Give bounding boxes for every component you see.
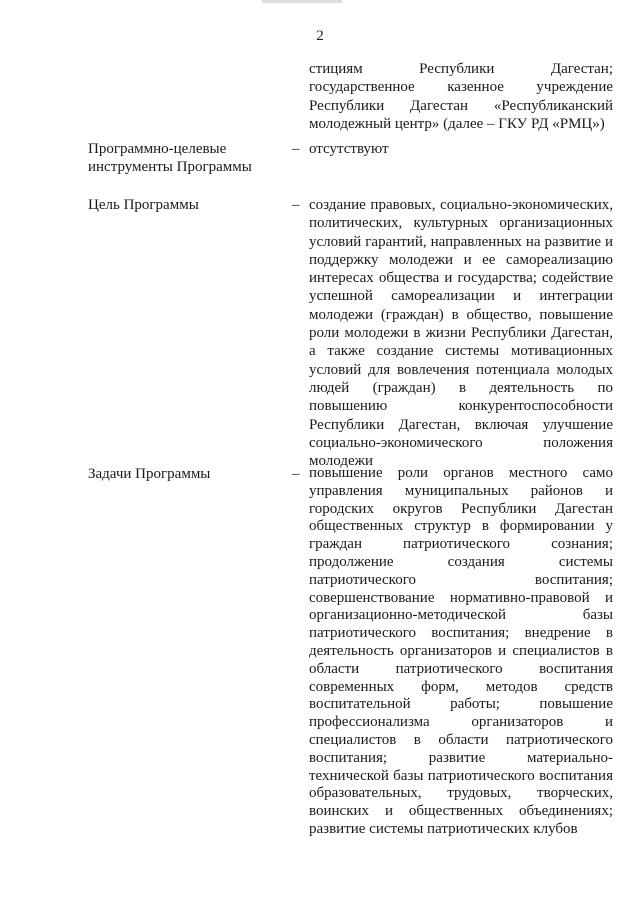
continuation-text: стициям Республики Дагестан; государственное казенное учреждение Республики Дагестан «Республиканский молодежный центр» (далее – ГКУ РД «РМЦ») bbox=[309, 61, 613, 132]
scan-artifact bbox=[262, 0, 342, 3]
page-number: 2 bbox=[316, 28, 324, 44]
row-dash: – bbox=[292, 197, 300, 213]
row-label: Программно-целевые инструменты Программы bbox=[88, 141, 252, 175]
row-value: создание правовых, социально-экономических, политических, культурных организационных условий гарантий, направленных на развитие и поддержку молодежи и ее самореализацию интересах общества и государства; содействие успешной самореализации и интеграции молодежи (граждан) в общество, повышение роли молодежи в жизни Республики Дагестан, а также создание системы мотивационных условий для вовлечения потенциала молодых людей (граждан) в деятельность по повышению конкурентоспособности Республики Дагестан, включая улучшение социально-экономического положения молодежи bbox=[309, 197, 613, 470]
row-dash: – bbox=[292, 466, 300, 482]
row-value: отсутствуют bbox=[309, 141, 389, 157]
row-label: Цель Программы bbox=[88, 197, 199, 213]
row-value: повышение роли органов местного само управления муниципальных районов и городских округов Республики Дагестан общественных структур в формировании у граждан патриотического сознания; продолжение создания системы патриотического воспитания; совершенствование нормативно-правовой и организационно-методической базы патриотического воспитания; внедрение в деятельность организаторов и специалистов в области патриотического воспитания современных форм, методов средств воспитательной работы; повышение профессионализма организаторов и специалистов в области патриотического воспитания; развитие материально-технической базы патриотического воспитания образовательных, трудовых, творческих, воинских и общественных объединениях; развитие системы патриотических клубов bbox=[309, 465, 613, 837]
row-label: Задачи Программы bbox=[88, 466, 211, 482]
row-dash: – bbox=[292, 141, 300, 157]
